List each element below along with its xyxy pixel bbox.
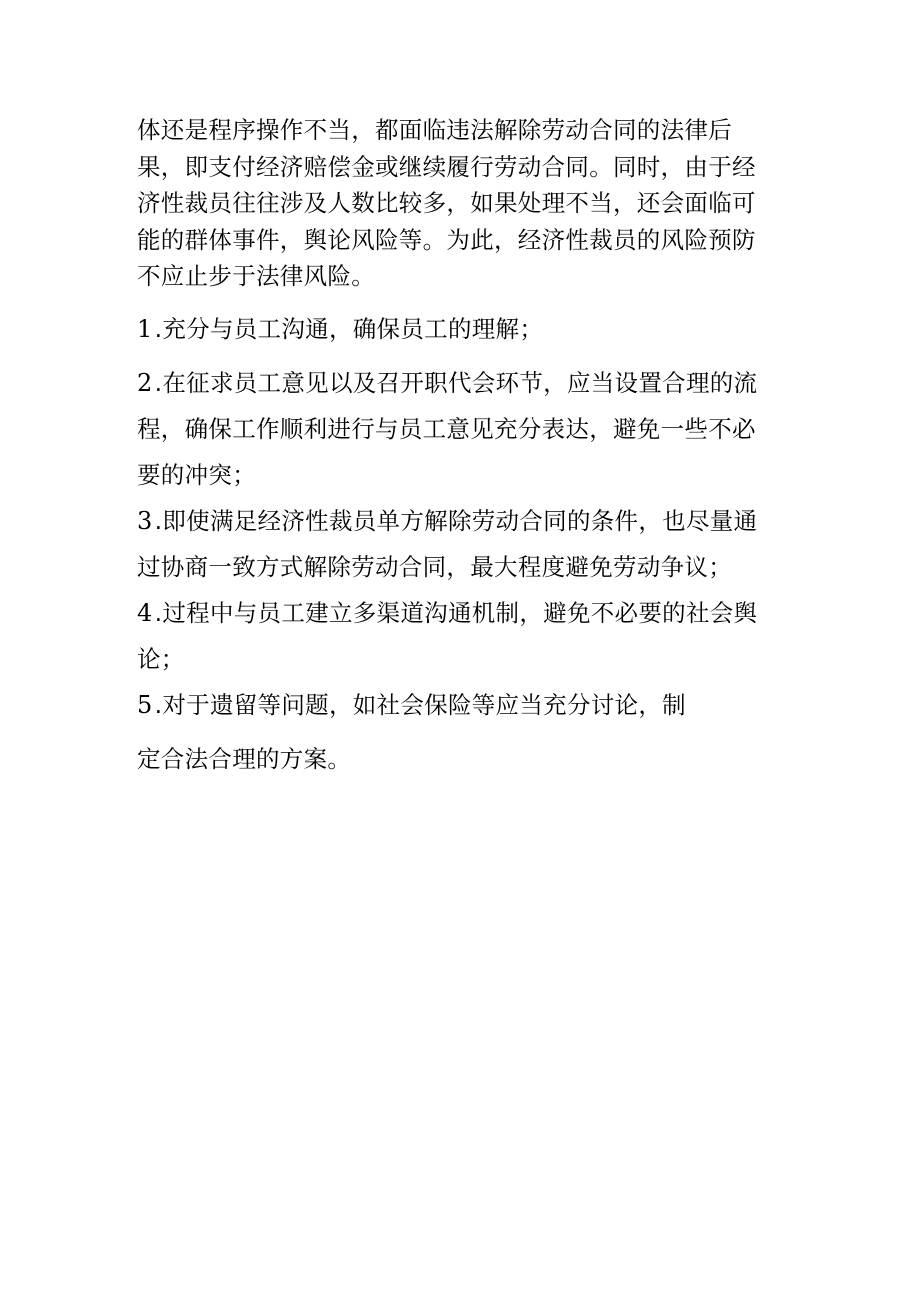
document-body: [137, 112, 777, 782]
list-item-text: .即使满足经济性裁员单方解除劳动合同的条件，也尽量通过协商一致方式解除劳动合同，最大程度避免劳动争议；: [137, 506, 758, 581]
list-item: [137, 306, 777, 352]
list-item: [137, 682, 777, 728]
list-item-number: 5: [137, 690, 153, 719]
list-item-number: 3: [137, 506, 153, 535]
list-item-text: .充分与员工沟通，确保员工的理解；: [154, 314, 544, 343]
list-item-number: 1: [137, 314, 153, 343]
list-item-text: .在征求员工意见以及召开职代会环节，应当设置合理的流程，确保工作顺利进行与员工意见充分表达，避免一些不必要的冲突；: [137, 368, 758, 489]
list-item: [137, 498, 777, 590]
intro-paragraph: 体还是程序操作不当，都面临违法解除劳动合同的法律后果，即支付经济赔偿金或继续履行劳动合同。同时，由于经济性裁员往往涉及人数比较多，如果处理不当，还会面临可能的群体事件，舆论风险等。为此，经济性裁员的风险预防不应止步于法律风险。: [137, 116, 756, 291]
list-item-number: 4: [137, 598, 153, 627]
list-item: [137, 590, 777, 682]
list-item: [137, 360, 777, 498]
list-item-text: .对于遗留等问题，如社会保险等应当充分讨论，制: [154, 690, 686, 719]
list-item-number: 2: [137, 368, 153, 397]
list-item-continuation: 定合法合理的方案。: [137, 744, 352, 773]
list-item-text: .过程中与员工建立多渠道沟通机制，避免不必要的社会舆论；: [137, 598, 758, 673]
